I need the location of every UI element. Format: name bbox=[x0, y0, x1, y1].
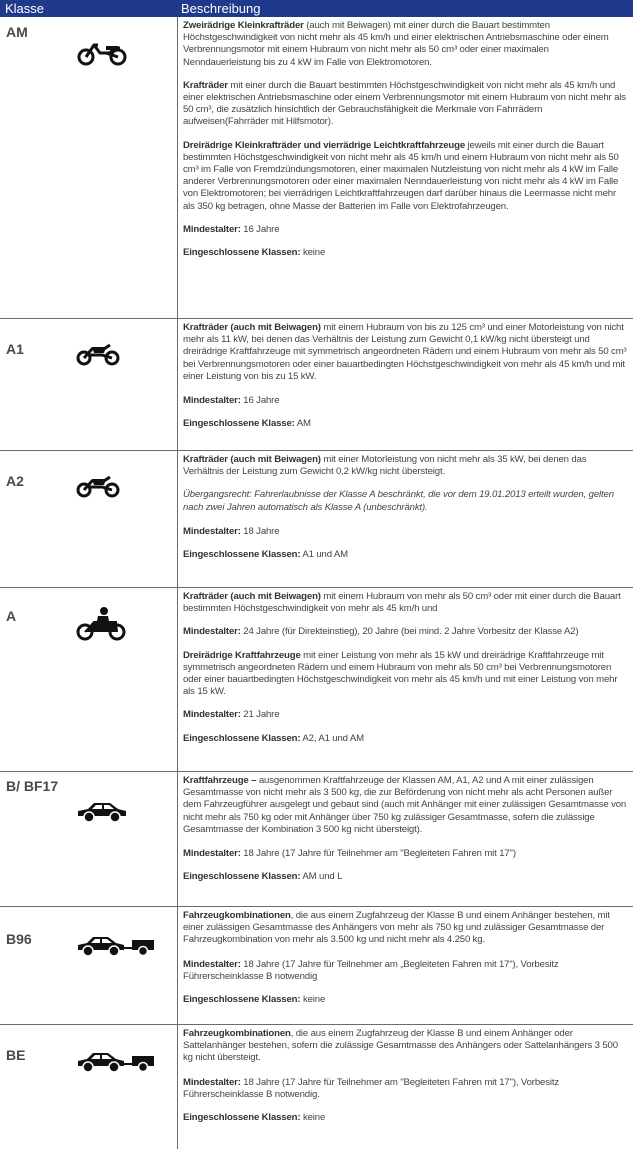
class-label: AM bbox=[6, 24, 28, 40]
row-divider bbox=[0, 450, 633, 451]
row-description: Krafträder (auch mit Beiwagen) mit einem Hubraum von mehr als 50 cm³ oder mit einer durch die Bauart bestimmten Höchstgeschwindigkeit von mehr als 45 km/h und Mindestalter: 24 Jahre (für Direkteinstieg), 20 Jahre (bei mind. 2 Jahre Vorbesitz der Klasse A2) Dreirädrige Kraftfahrzeuge mit einer Leistung von mehr als 15 kW und dreirädrige Kraftfahrzeuge mit symmetrisch angeordneten Rädern und einem Hubraum von mehr als 50 cm³ bei Verbrennungsmotoren oder einer bauartbedingten Höchstgeschwindigkeit von mehr als 45 km/h und mit einer Leistung von mehr als 15 kW. Mindestalter: 21 Jahre Eingeschlossene Klassen: A2, A1 und AM bbox=[183, 591, 621, 744]
car-icon bbox=[76, 800, 128, 824]
header-klasse: Klasse bbox=[5, 1, 45, 16]
class-label: BE bbox=[6, 1047, 26, 1063]
transition-note: Übergangsrecht: Fahrerlaubnisse der Klasse A beschränkt, die vor dem 19.01.2013 erteilt wurden, gelten nach zwei Jahren automatisch als Klasse A (unbeschränkt). bbox=[183, 489, 614, 513]
row-description: Fahrzeugkombinationen, die aus einem Zugfahrzeug der Klasse B und einem Anhänger bestehen, mit einer zulässigen Gesamtmasse des Anhängers von mehr als 750 kg und zulässiger Gesamtmasse der Fahrzeugkombination von mehr als 3.500 kg und nicht mehr als 4.250 kg. Mindestalter: 18 Jahre (17 Jahre für Teilnehmer am „Begleiteten Fahren mit 17“), Vorbesitz Führerscheinklasse B notwendig Eingeschlossene Klassen: keine bbox=[183, 910, 610, 1006]
moped-icon bbox=[76, 39, 128, 67]
motorcycle-icon bbox=[76, 341, 120, 367]
row-divider bbox=[0, 906, 633, 907]
row-divider bbox=[0, 1024, 633, 1025]
class-label: B/ BF17 bbox=[6, 778, 59, 794]
motorcycle-icon bbox=[76, 473, 120, 499]
row-divider bbox=[0, 771, 633, 772]
class-label: B96 bbox=[6, 931, 32, 947]
row-description: Krafträder (auch mit Beiwagen) mit einem Hubraum von bis zu 125 cm³ und einer Motorleistung von nicht mehr als 11 kW, bei denen das Verhältnis der Leistung zum Gewicht 0,1 kW/kg nicht übersteigt und dreirädrige Kraftfahrzeuge mit symmetrisch angeordneten Rädern und einem Hubraum von mehr als 50 cm³ bei Verbrennungsmotoren oder einer bauartbedingten Höchstgeschwindigkeit von mehr als 45 km/h und mit einer Leistung von bis zu 15 kW. Mindestalter: 16 Jahre Eingeschlossene Klasse: AM bbox=[183, 322, 627, 430]
motorcycle-rider-icon bbox=[76, 606, 126, 642]
class-label: A1 bbox=[6, 341, 24, 357]
table-header bbox=[0, 0, 633, 17]
row-description: Fahrzeugkombinationen, die aus einem Zugfahrzeug der Klasse B und einem Anhänger oder Sattelanhänger bestehen, sofern die zulässige Gesamtmasse des Anhängers oder Sattelanhängers 3 500 kg nicht übersteigt. Mindestalter: 18 Jahre (17 Jahre für Teilnehmer am "Begleiteten Fahren mit 17"), Vorbesitz Führerscheinklasse B notwendig. Eingeschlossene Klassen: keine bbox=[183, 1028, 618, 1124]
row-description: Zweirädrige Kleinkrafträder (auch mit Beiwagen) mit einer durch die Bauart bestimmten Höchstgeschwindigkeit von nicht mehr als 45 km/h und einer elektrischen Antriebsmaschine oder einem Verbrennungsmotor mit einem Hubraum von nicht mehr als 50 cm³ oder einer maximalen Nenndauerleistung bis zu 4 kW im Falle von Elektromotoren. Krafträder mit einer durch die Bauart bestimmten Höchstgeschwindigkeit von nicht mehr als 45 km/h und einer elektrischen Antriebsmaschine oder einem Verbrennungsmotor mit einem Hubraum von nicht mehr als 50 cm³, die zusätzlich hinsichtlich der Gebrauchsfähigkeit die Merkmale von Fahrrädern aufweisen(Fahrräder mit Hilfsmotor). Dreirädrige Kleinkrafträder und vierrädrige Leichtkraftfahrzeuge jeweils mit einer durch die Bauart bestimmten Höchstgeschwindigkeit von nicht mehr als 45 km/h und einem Hubraum von nicht mehr als 50 cm³ im Falle von Fremdzündungsmotoren, einer maximalen Nutzleistung von nicht mehr als 4 kW im Falle anderer Verbrennungsmotoren oder einer maximalen Nenndauerleistung von nicht mehr als 4 kW im Falle von Elektromotoren; bei vierrädrigen Leichtkraftfahrzeugen darf darüber hinaus die Leermasse nicht mehr als 350 kg betragen, ohne Masse der Batterien im Falle von Elektrofahrzeugen. Mindestalter: 16 Jahre Eingeschlossene Klassen: keine bbox=[183, 20, 626, 259]
row-description: Krafträder (auch mit Beiwagen) mit einer Motorleistung von nicht mehr als 35 kW, bei denen das Verhältnis der Leistung zum Gewicht 0,2 kW/kg nicht übersteigt. Übergangsrecht: Fahrerlaubnisse der Klasse A beschränkt, die vor dem 19.01.2013 erteilt wurden, gelten nach zwei Jahren automatisch als Klasse A (unbeschränkt). Mindestalter: 18 Jahre Eingeschlossene Klassen: A1 und AM bbox=[183, 454, 629, 572]
class-label: A2 bbox=[6, 473, 24, 489]
car-trailer-icon bbox=[76, 1049, 156, 1075]
column-divider bbox=[177, 17, 178, 1149]
class-label: A bbox=[6, 608, 17, 624]
row-divider bbox=[0, 318, 633, 319]
row-divider bbox=[0, 587, 633, 588]
row-description: Kraftfahrzeuge – ausgenommen Kraftfahrzeuge der Klassen AM, A1, A2 und A mit einer zulässigen Gesamtmasse von nicht mehr als 3 500 kg, die zur Beförderung von nicht mehr als acht Personen außer dem Fahrzeugführer ausgelegt und gebaut sind (auch mit Anhänger mit einer zulässigen Gesamtmasse von nicht mehr als 750 kg oder mit Anhänger über 750 kg zulässiger Gesamtmasse, sofern die zulässige Gesamtmasse der Kombination 3 500 kg nicht übersteigt). Mindestalter: 18 Jahre (17 Jahre für Teilnehmer am "Begleiteten Fahren mit 17") Eingeschlossene Klassen: AM und L bbox=[183, 775, 627, 883]
car-trailer-icon bbox=[76, 933, 156, 959]
header-beschreibung: Beschreibung bbox=[181, 1, 261, 16]
